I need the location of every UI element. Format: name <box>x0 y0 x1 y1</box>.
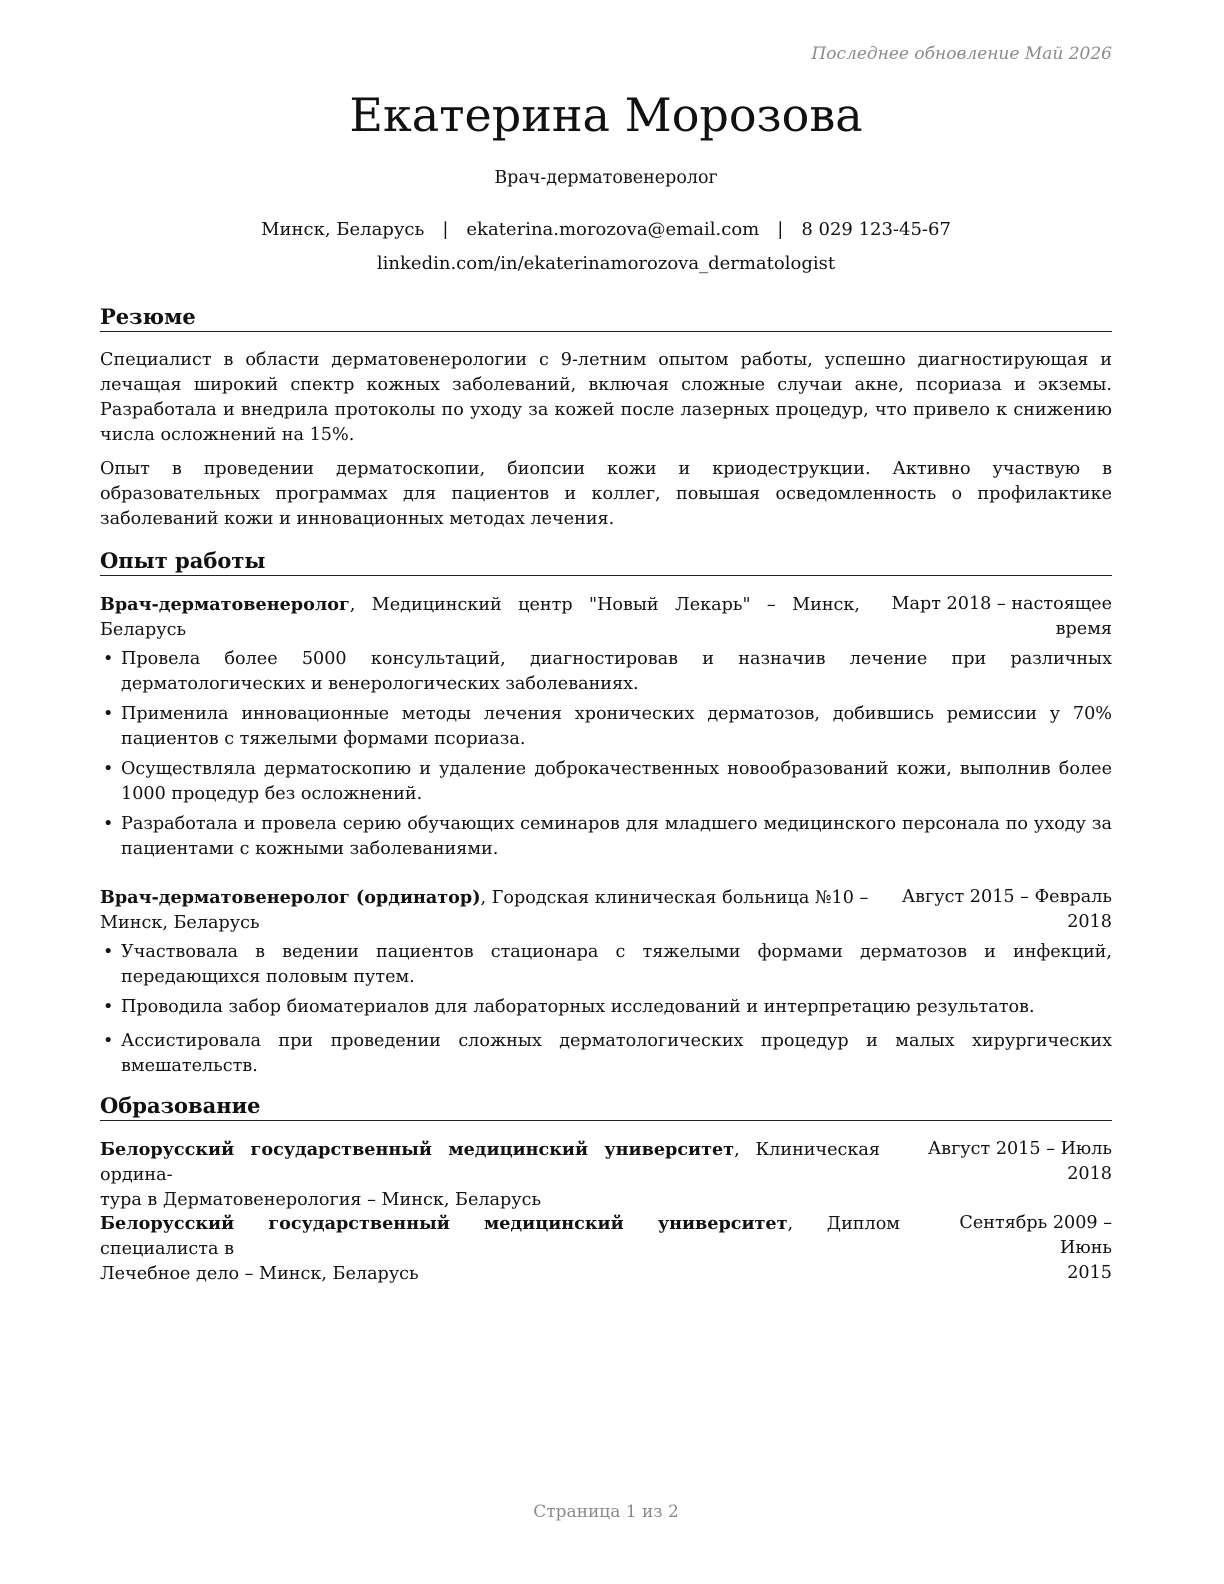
linkedin-link[interactable]: linkedin.com/in/ekaterinamorozova_dermatologist <box>376 253 836 274</box>
summary-paragraph: Опыт в проведении дерматоскопии, биопсии кожи и криодеструкции. Активно участвую в образовательных программах для пациентов и коллег, повышая осведомленность о профилактике заболеваний кожи и инновационных методах лечения. <box>100 459 1112 529</box>
bullet-icon: • <box>103 704 114 724</box>
job-bullet-list <box>100 647 1112 862</box>
education-dates-line: 2015 <box>1067 1263 1112 1283</box>
education-dates <box>882 1137 1112 1213</box>
list-item: • Осуществляла дерматоскопию и удаление доброкачественных новообразований кожи, выполнив более 1000 процедур без осложнений. <box>103 759 1112 804</box>
job-dates-line: 2018 <box>1067 912 1112 932</box>
bullet-icon: • <box>103 759 114 779</box>
education-title-line <box>100 1137 880 1213</box>
bullet-icon: • <box>103 997 114 1017</box>
list-item: • Применила инновационные методы лечения хронических дерматозов, добившись ремиссии у 70% пациентов с тяжелыми формами псориаза. <box>103 704 1112 749</box>
list-item: • Участвовала в ведении пациентов стационара с тяжелыми формами дерматозов и инфекций, передающихся половым путем. <box>103 942 1112 987</box>
job-details: , Городская клиническая больница №10 – <box>480 888 869 908</box>
job-bullet-list <box>100 940 1112 1079</box>
summary-paragraph: Специалист в области дерматовенерологии с 9-летним опытом работы, успешно диагностирующая и лечащая широкий спектр кожных заболеваний, включая сложные случаи акне, псориаза и экземы. Разработала и внедрила протоколы по уходу за кожей после лазерных процедур, что привело к снижению числа осложнений на 15%. <box>100 350 1112 445</box>
list-item: • Проводила забор биоматериалов для лабораторных исследований и интерпретацию результатов. <box>100 995 1112 1020</box>
education-title-line <box>100 1211 900 1287</box>
job-header <box>100 885 1112 936</box>
section-title-experience: Опыт работы <box>100 548 1112 576</box>
job-position: Врач-дерматовенеролог (ординатор) <box>100 887 481 908</box>
resume-page <box>100 0 1112 1584</box>
bullet-icon: • <box>103 814 114 834</box>
education-details: , Клиническая ордина- <box>100 1140 880 1185</box>
contact-separator: | <box>777 219 784 240</box>
list-item: • Ассистировала при проведении сложных дерматологических процедур и малых хирургических вмешательств. <box>103 1031 1112 1076</box>
candidate-headline: Врач-дерматовенеролог <box>494 168 718 188</box>
section-title-summary: Резюме <box>100 304 1112 332</box>
location-text: Минск, Беларусь <box>261 219 425 240</box>
education-dates <box>912 1211 1112 1287</box>
education-institution: Белорусский государственный медицинский университет <box>100 1213 788 1234</box>
job-title-line <box>100 885 880 936</box>
education-details: Лечебное дело – Минск, Беларусь <box>100 1264 419 1284</box>
education-institution: Белорусский государственный медицинский университет <box>100 1139 735 1160</box>
bullet-icon: • <box>103 649 114 669</box>
education-item <box>100 1211 1112 1287</box>
candidate-name: Екатерина Морозова <box>349 88 863 142</box>
job-title-line <box>100 592 860 643</box>
contact-line <box>100 219 1112 240</box>
page-number: Страница 1 из 2 <box>533 1502 679 1522</box>
job-dates-line: время <box>1055 619 1112 639</box>
bullet-icon: • <box>103 1031 114 1051</box>
education-item <box>100 1137 1112 1213</box>
job-header <box>100 592 1112 643</box>
list-item: • Провела более 5000 консультаций, диагностировав и назначив лечение при различных дерматологических и венерологических заболеваниях. <box>103 649 1112 694</box>
education-dates-line: Август 2015 – Июль 2018 <box>927 1139 1112 1184</box>
list-item: • Разработала и провела серию обучающих семинаров для младшего медицинского персонала по уходу за пациентами с кожными заболеваниями. <box>103 814 1112 859</box>
job-details: Минск, Беларусь <box>100 913 260 933</box>
job-dates-line: Август 2015 – Февраль <box>901 887 1112 907</box>
contact-separator: | <box>442 219 449 240</box>
section-title-education: Образование <box>100 1093 1112 1121</box>
bullet-icon: • <box>103 942 114 962</box>
job-dates <box>872 592 1112 643</box>
education-details: , Диплом специалиста в <box>100 1214 900 1259</box>
email-link[interactable]: ekaterina.morozova@email.com <box>466 219 760 240</box>
job-dates-line: Март 2018 – настоящее <box>891 594 1112 614</box>
education-details: тура в Дерматовенерология – Минск, Беларусь <box>100 1190 542 1210</box>
phone-text: 8 029 123-45-67 <box>801 219 951 240</box>
job-dates <box>882 885 1112 936</box>
job-details: , Медицинский центр "Новый Лекарь" – Минск, Беларусь <box>100 595 860 640</box>
job-position: Врач-дерматовенеролог <box>100 594 350 615</box>
education-dates-line: Сентябрь 2009 – Июнь <box>959 1213 1112 1258</box>
last-updated-note: Последнее обновление Май 2026 <box>811 44 1112 64</box>
